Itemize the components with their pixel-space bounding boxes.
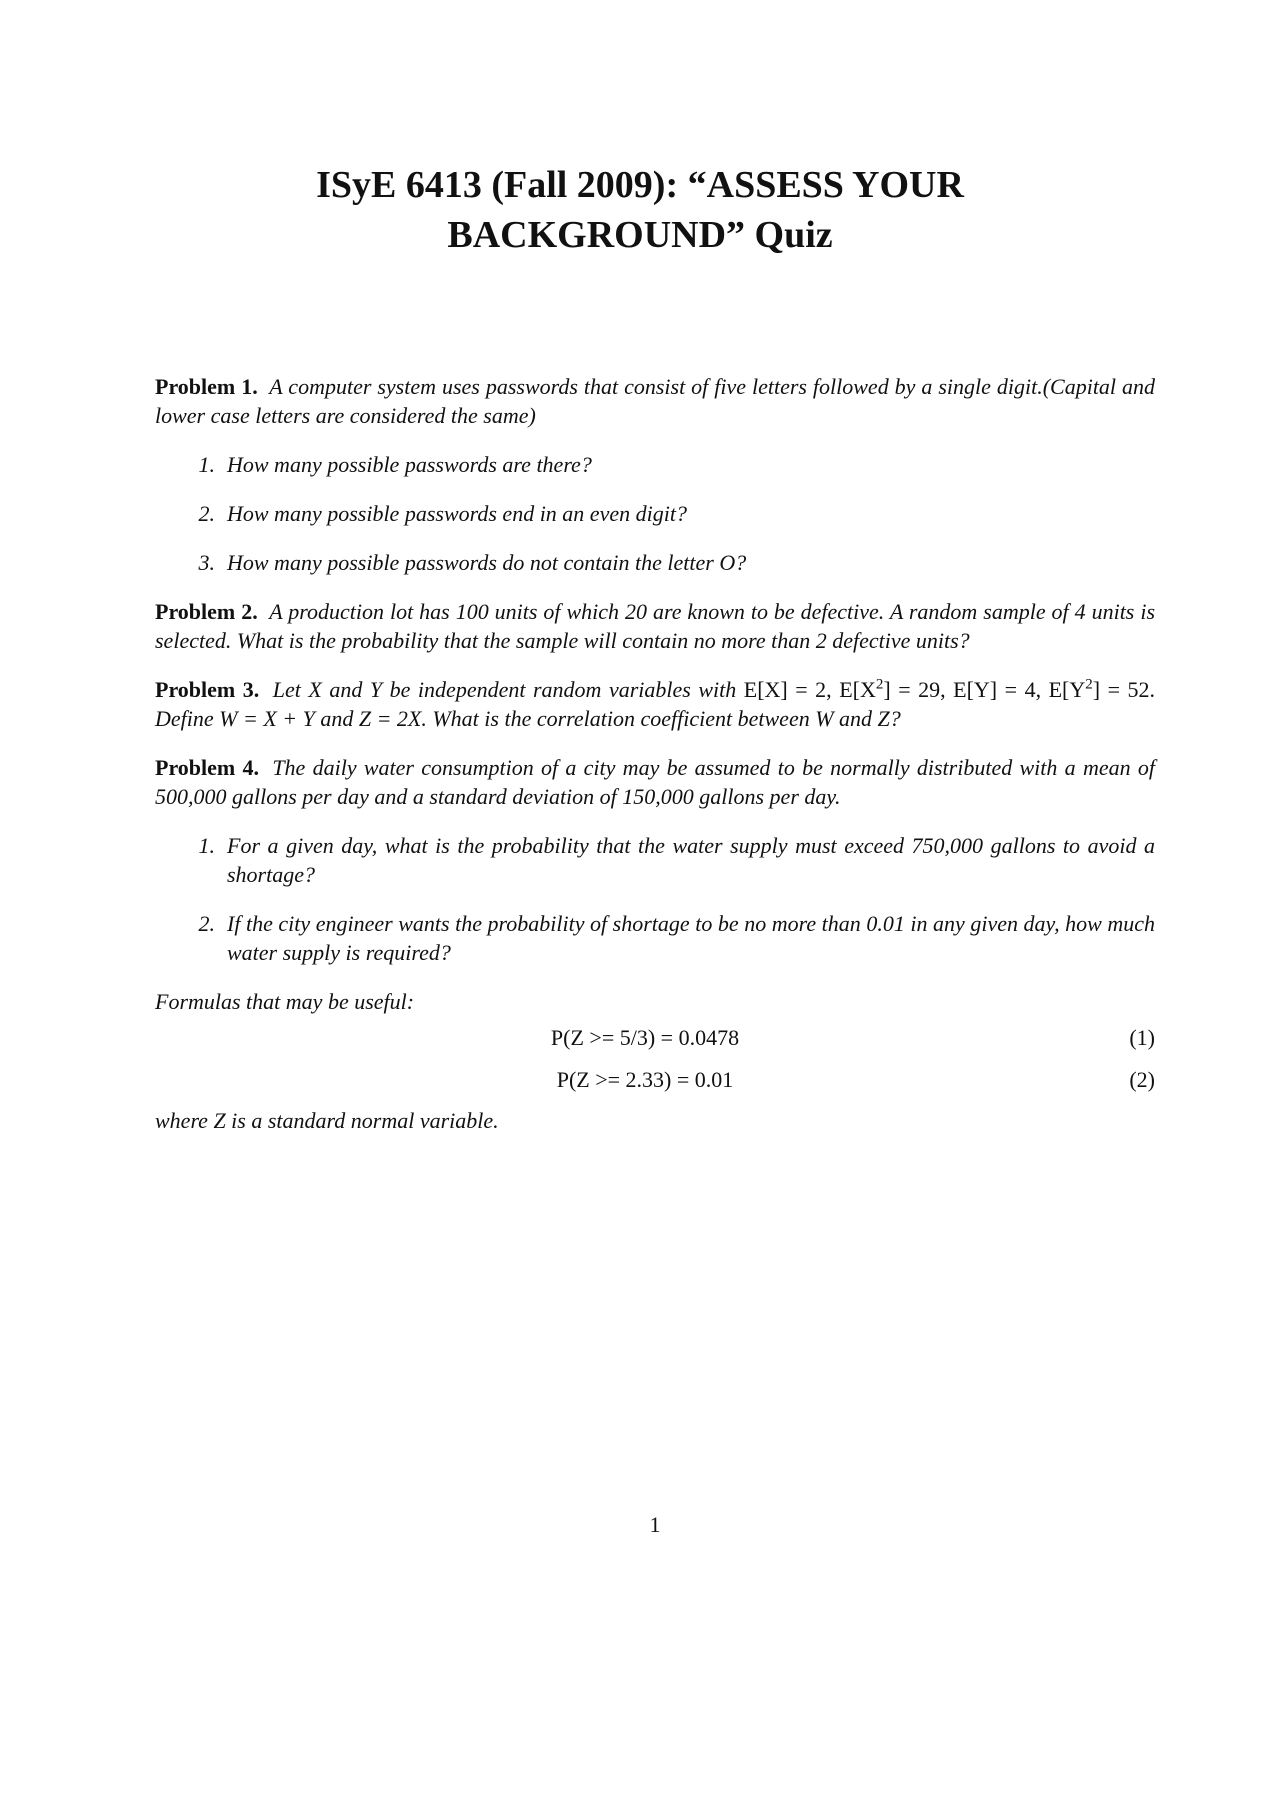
list-item (155, 499, 1155, 528)
problem-text: Let X and Y be independent random variables with (272, 677, 744, 702)
equation-expression: P(Z >= 5/3) = 0.0478 (550, 1024, 740, 1050)
problem-4 (155, 753, 1155, 811)
formulas-intro: Formulas that may be useful: (155, 989, 415, 1014)
item-number: 2. (198, 501, 215, 526)
problem-3 (155, 675, 1155, 733)
document-body (155, 372, 1155, 1135)
problem-text: The daily water consumption of a city may be assumed to be normally distributed with a mean of 500,000 gallons per day and a standard deviation of 150,000 gallons per day. (155, 755, 1155, 809)
equation-2 (155, 1058, 1155, 1100)
item-text: How many possible passwords do not contain the letter O? (227, 550, 747, 575)
problem-2 (155, 597, 1155, 655)
math-expression: ] = 52. (1092, 677, 1156, 702)
problem-label: Problem 1. (155, 374, 258, 399)
list-item (155, 909, 1155, 967)
page-title: ISyE 6413 (Fall 2009): “ASSESS YOUR BACKGROUND” Quiz (316, 164, 964, 256)
item-number: 1. (198, 833, 215, 858)
item-number: 3. (198, 550, 215, 575)
problem-label: Problem 4. (155, 755, 260, 780)
problem-text: A production lot has 100 units of which 20 are known to be defective. A random sample of 4 units is selected. What is the probability that the sample will contain no more than 2 defective units? (155, 599, 1156, 653)
formulas-note: where Z is a standard normal variable. (155, 1108, 499, 1133)
list-item (155, 450, 1155, 479)
problem-label: Problem 3. (155, 677, 260, 702)
equation-1 (155, 1016, 1155, 1058)
item-number: 2. (198, 911, 215, 936)
problem-4-subquestions (155, 831, 1155, 967)
item-number: 1. (198, 452, 215, 477)
equation-number: (2) (1129, 1066, 1155, 1092)
problem-label: Problem 2. (155, 599, 258, 624)
item-text: How many possible passwords are there? (227, 452, 592, 477)
list-item (155, 548, 1155, 577)
problem-1-subquestions (155, 450, 1155, 577)
problem-text: A computer system uses passwords that consist of five letters followed by a single digit.(Capital and lower case letters are considered the same) (155, 374, 1156, 428)
page-number: 1 (649, 1512, 661, 1537)
list-item (155, 831, 1155, 889)
math-expression: E[X] = 2, E[X (743, 677, 876, 702)
item-text: How many possible passwords end in an even digit? (227, 501, 687, 526)
item-text: If the city engineer wants the probability of shortage to be no more than 0.01 in any given day, how much water supply is required? (227, 911, 1155, 965)
problem-1 (155, 372, 1155, 430)
math-expression: ] = 29, E[Y] = 4, E[Y (883, 677, 1086, 702)
equation-expression: P(Z >= 2.33) = 0.01 (556, 1066, 734, 1092)
superscript: 2 (1085, 676, 1093, 693)
problem-text: Define W = X + Y and Z = 2X. What is the correlation coefficient between W and Z? (155, 706, 901, 731)
item-text: For a given day, what is the probability that the water supply must exceed 750,000 gallons to avoid a shortage? (227, 833, 1155, 887)
superscript: 2 (875, 676, 884, 693)
equation-number: (1) (1129, 1024, 1155, 1050)
